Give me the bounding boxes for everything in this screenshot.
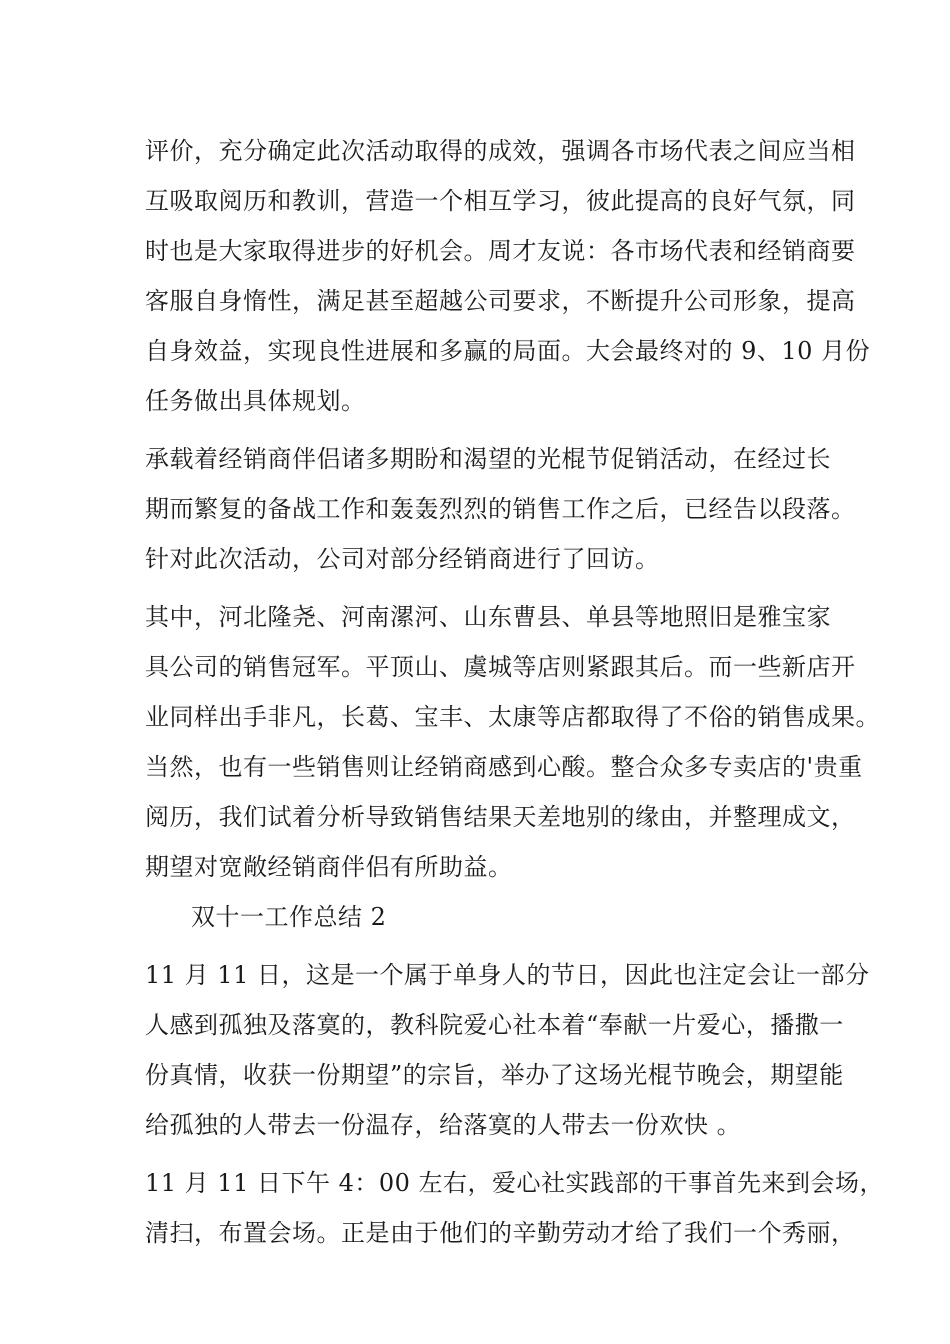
text-line: 期望对宽敞经销商伴侣有所助益。 [145, 853, 513, 881]
document-body [145, 126, 885, 1258]
text-line: 时也是大家取得进步的好机会。周才友说：各市场代表和经销商要 [145, 237, 856, 265]
text-line: 评价，充分确定此次活动取得的成效，强调各市场代表之间应当相 [145, 137, 856, 165]
text-line: 份真情，收获一份期望”的宗旨，举办了这场光棍节晚会，期望能 [145, 1061, 844, 1089]
text-line: 给孤独的人带去一份温存，给落寞的人带去一份欢快 。 [145, 1111, 742, 1139]
text-line: 人感到孤独及落寞的，教科院爱心社本着“奉献一片爱心，播撒一 [145, 1011, 844, 1039]
paragraph-4 [145, 950, 870, 1150]
text-line: 其中，河北隆尧、河南漯河、山东曹县、单县等地照旧是雅宝家 [145, 603, 831, 631]
text-line: 任务做出具体规划。 [145, 387, 366, 415]
text-line: 业同样出手非凡，长葛、宝丰、太康等店都取得了不俗的销售成果。 [145, 703, 880, 731]
section-heading: 双十一工作总结 2 [191, 903, 387, 931]
text-line: 11 月 11 日下午 4：00 左右，爱心社实践部的干事首先来到会场， [145, 1169, 885, 1197]
text-line: 阅历，我们试着分析导致销售结果天差地别的缘由，并整理成文， [145, 803, 856, 831]
paragraph-gap [145, 942, 825, 950]
paragraph-gap [145, 584, 825, 592]
text-line: 期而繁复的备战工作和轰轰烈烈的销售工作之后，已经告以段落。 [145, 495, 856, 523]
text-line: 承载着经销商伴侣诸多期盼和渴望的光棍节促销活动，在经过长 [145, 445, 831, 473]
text-line: 针对此次活动，公司对部分经销商进行了回访。 [145, 545, 660, 573]
paragraph-2 [145, 434, 856, 584]
paragraph-3 [145, 592, 880, 892]
text-line: 11 月 11 日，这是一个属于单身人的节日，因此也注定会让一部分 [145, 961, 870, 989]
text-line: 具公司的销售冠军。平顶山、虞城等店则紧跟其后。而一些新店开 [145, 653, 856, 681]
paragraph-gap [145, 1150, 825, 1158]
text-line: 客服自身惰性，满足甚至超越公司要求，不断提升公司形象，提高 [145, 287, 856, 315]
text-line: 当然，也有一些销售则让经销商感到心酸。整合众多专卖店的'贵重 [145, 753, 863, 781]
paragraph-1 [145, 126, 871, 426]
text-line: 清扫，布置会场。正是由于他们的辛勤劳动才给了我们一个秀丽， [145, 1219, 856, 1247]
paragraph-5 [145, 1158, 885, 1258]
paragraph-gap [145, 426, 825, 434]
text-line: 自身效益，实现良性进展和多赢的局面。大会最终对的 9、10 月份 [145, 337, 871, 365]
text-line: 互吸取阅历和教训，营造一个相互学习，彼此提高的良好气氛，同 [145, 187, 856, 215]
